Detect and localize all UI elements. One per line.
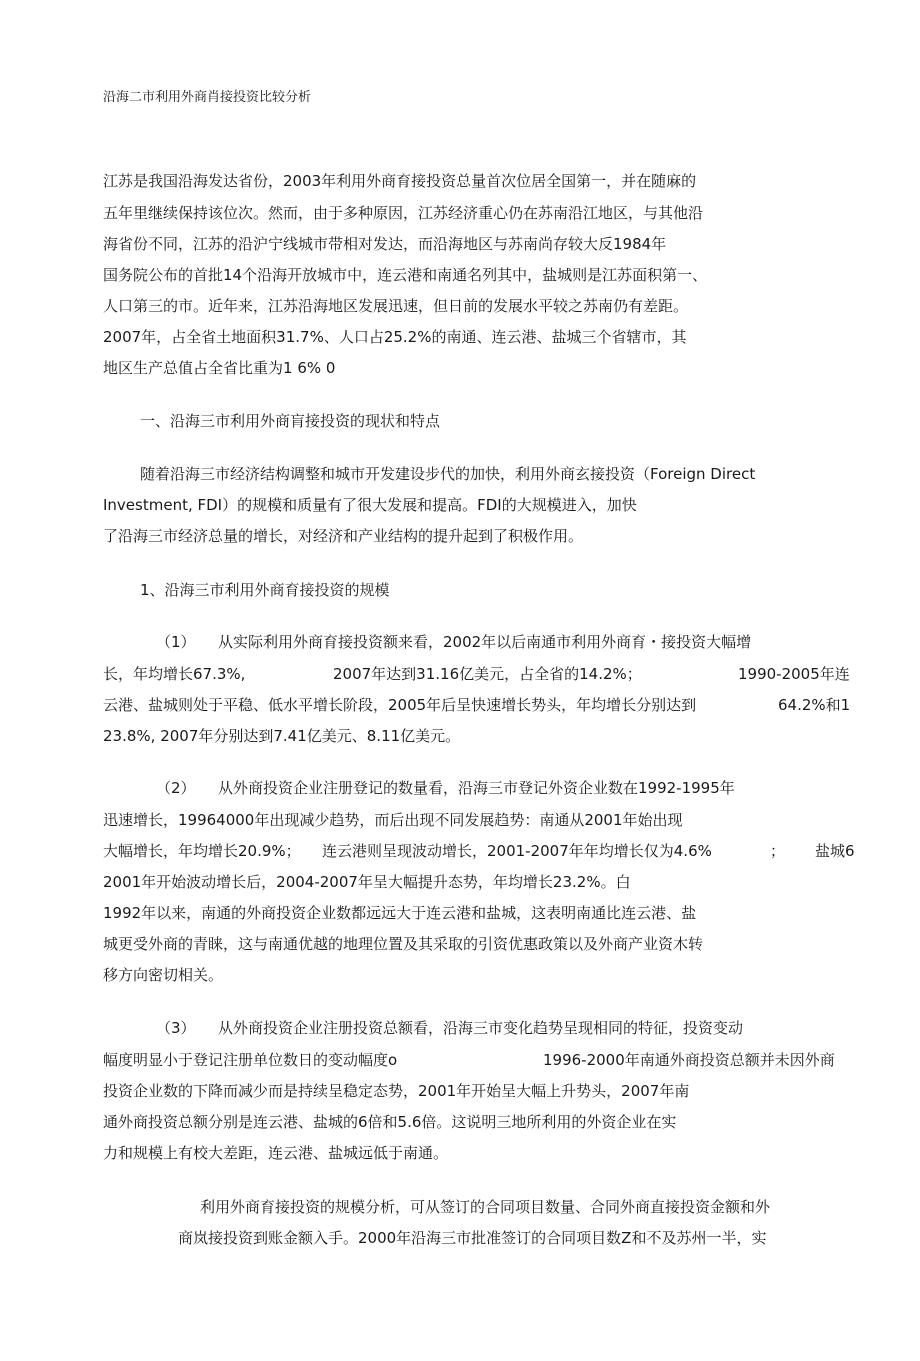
section-1-line-2: Investment, FDI）的规模和质量有了很大发展和提高。FDI的大规模进入，加快 (103, 496, 637, 514)
intro-line-1: 江苏是我国沿海发达省份，2003年利用外商育接投资总量首次位居全国第一，并在随麻的 (103, 172, 697, 190)
section-1-line-1: 随着沿海三市经济结构调整和城市开发建设步代的加快，利用外商玄接投资（Foreign Direct (140, 465, 756, 483)
item-3-line-4: 通外商投资总额分别是连云港、盐城的6倍和5.6倍。这说明三地所利用的外资企业在实 (103, 1113, 677, 1131)
item-2-line-1: 从外商投资企业注册登记的数量看，沿海三市登记外资企业数在1992-1995年 (218, 779, 735, 797)
item-3-line-3: 投资企业数的下降而减少而是持续呈稳定态势，2001年开始呈大幅上升势头，2007年南 (103, 1082, 690, 1100)
item-1-line-4: 23.8%, 2007年分别达到7.41亿美元、8.11亿美元。 (103, 727, 461, 745)
intro-line-6: 2007年，占全省土地面积31.7%、人口占25.2%的南通、连云港、盐城三个省辖市，其 (103, 328, 687, 346)
item-1-line-3b: 64.2%和1 (778, 696, 851, 714)
final-line-1: 利用外商育接投资的规模分析，可从签订的合同项目数量、合同外商直接投资金额和外 (200, 1198, 771, 1216)
item-1-line-3a: 云港、盐城则处于平稳、低水平增长阶段，2005年后呈快速增长势头，年均增长分别达到 (103, 696, 697, 714)
final-line-2: 商岚接投资到账金额入手。2000年沿海三市批准签订的合同项目数Z和不及苏州一半，实 (178, 1229, 767, 1247)
intro-line-5: 人口第三的市。近年来，江苏沿海地区发展迅速，但日前的发展水平较之苏南仍有差距。 (103, 297, 689, 315)
intro-line-7: 地区生产总值占全省比重为1 6% 0 (103, 359, 336, 377)
item-2-line-7: 移方向密切相关。 (103, 966, 224, 984)
item-1-marker: （1） (156, 633, 196, 651)
item-2-line-3d: 盐城6 (815, 842, 855, 860)
item-3-line-2b: 1996-2000年南通外商投资总额并未因外商 (543, 1051, 835, 1069)
intro-line-3: 海省份不同，江苏的沿沪宁线城市带相对发达，而沿海地区与苏南尚存较大反1984年 (103, 235, 667, 253)
subsection-1-heading: 1、沿海三市利用外商育接投资的规模 (140, 581, 390, 599)
intro-line-2: 五年里继续保持该位次。然而，由于多种原因，江苏经济重心仍在苏南沿江地区，与其他沿 (103, 204, 704, 222)
item-1-line-2b: 2007年达到31.16亿美元，占全省的14.2%； (333, 665, 642, 683)
document-title: 沿海二市利用外商肖接投资比较分析 (103, 90, 312, 105)
section-1-heading: 一、沿海三市利用外商肓接投资的现状和特点 (140, 412, 441, 430)
item-3-line-5: 力和规模上有校大差距，连云港、盐城远低于南通。 (103, 1144, 449, 1162)
item-2-line-5: 1992年以来，南通的外商投资企业数都远远大于连云港和盐城，这表明南通比连云港、盐 (103, 904, 697, 922)
item-2-line-3b: 连云港则呈现波动增长，2001-2007年年均增长仅为4.6% (322, 842, 712, 860)
item-1-line-2c: 1990-2005年连 (738, 665, 850, 683)
item-1-line-2a: 长，年均增长67.3%, (103, 665, 246, 683)
item-3-marker: （3） (156, 1019, 196, 1037)
item-2-line-4: 2001年开始波动增长后，2004-2007年呈大幅提升态势，年均增长23.2%。白 (103, 873, 631, 891)
item-2-line-6: 城更受外商的青睐，这与南通优越的地理位置及其采取的引资优惠政策以及外商产业资木转 (103, 935, 704, 953)
item-2-line-3c: ； (770, 842, 786, 860)
item-2-marker: （2） (156, 779, 196, 797)
item-3-line-1: 从外商投资企业注册投资总额看，沿海三市变化趋势呈现相同的特征，投资变动 (218, 1019, 744, 1037)
item-2-line-3a: 大幅增长，年均增长20.9%； (103, 842, 301, 860)
item-3-line-2a: 幅度明显小于登记注册单位数日的变动幅度o (103, 1051, 398, 1069)
intro-line-4: 国务院公布的首批14个沿海开放城市中，连云港和南通名列其中，盐城则是江苏面积第一、 (103, 266, 708, 284)
item-1-line-1: 从实际利用外商育接投资额来看，2002年以后南通市利用外商育・接投资大幅增 (218, 633, 752, 651)
section-1-line-3: 了沿海三市经济总量的增长，对经济和产业结构的提升起到了积极作用。 (103, 527, 584, 545)
item-2-line-2: 迅速增长，19964000年出现减少趋势，而后出现不同发展趋势：南通从2001年始出现 (103, 811, 683, 829)
